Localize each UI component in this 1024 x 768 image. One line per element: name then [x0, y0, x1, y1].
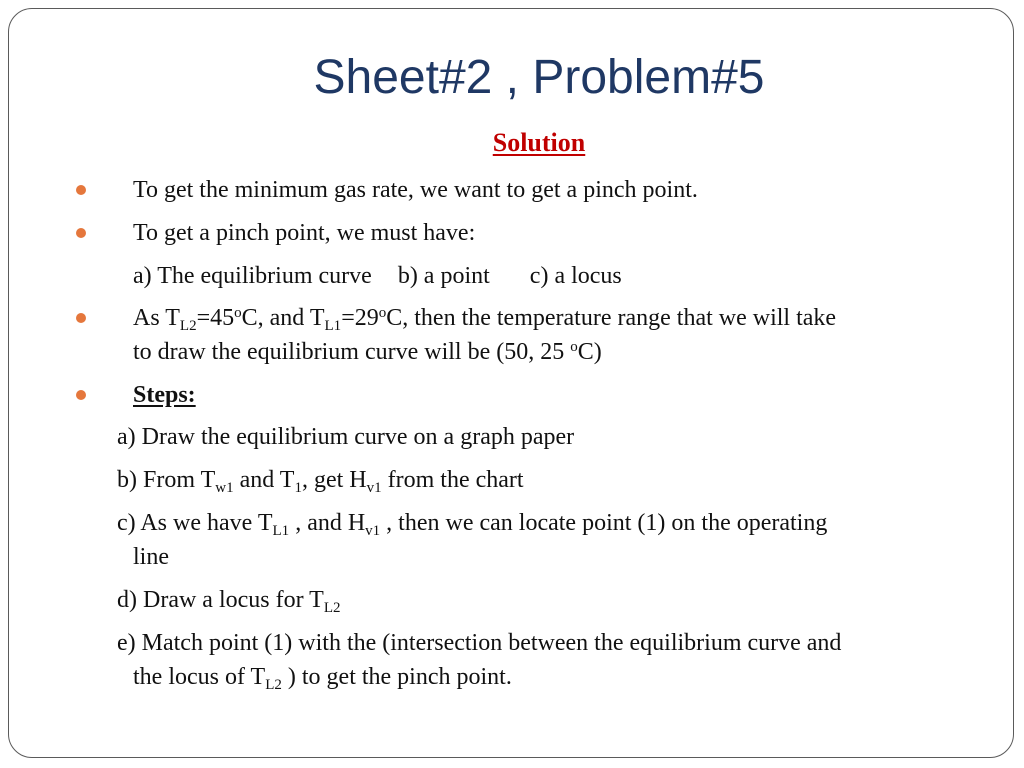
bullet-text-temperature-line1: As $T_{L2}=45^oC$, and $T_{L1}=29^oC$, then the temperature range that we will take [133, 305, 837, 334]
step-a: a) Draw the equilibrium curve on a graph paper [117, 424, 575, 450]
slide-title: Sheet#2 , Problem#5 [313, 51, 765, 104]
bullet-text-min-gas-rate: To get the minimum gas rate, we want to get a pinch point. [133, 177, 698, 203]
bullet-text-temperature-line2: to draw the equilibrium curve will be (50, 25 $^o$C) [133, 339, 602, 365]
bullet-marker [76, 313, 86, 323]
option-point: b) a point [397, 263, 490, 289]
option-locus: c) a locus [529, 263, 622, 289]
bullet-marker [76, 228, 86, 238]
pinch-point-options [133, 259, 622, 293]
steps-heading: Steps: [133, 382, 196, 408]
step-e-line1: e) Match point (1) with the (intersection between the equilibrium curve and [117, 630, 842, 656]
bullet-text-pinch-point: To get a pinch point, we must have: [133, 220, 476, 246]
step-d: d) Draw a locus for $T_{L2}$ [117, 587, 341, 616]
step-c-line2: line [133, 544, 169, 570]
bullet-marker [76, 390, 86, 400]
step-b: b) From $T_{w1}$ and $T_1$, get $H_{v1}$ from the chart [117, 467, 524, 496]
option-equilibrium-curve: a) The equilibrium curve [133, 263, 372, 289]
solution-heading: Solution [492, 128, 586, 157]
bullet-marker [76, 185, 86, 195]
step-c-line1: c) As we have $T_{L1}$ , and $H_{v1}$ , then we can locate point (1) on the operating [117, 510, 828, 539]
step-e-line2: the locus of $T_{L2}$ ) to get the pinch point. [133, 664, 512, 693]
